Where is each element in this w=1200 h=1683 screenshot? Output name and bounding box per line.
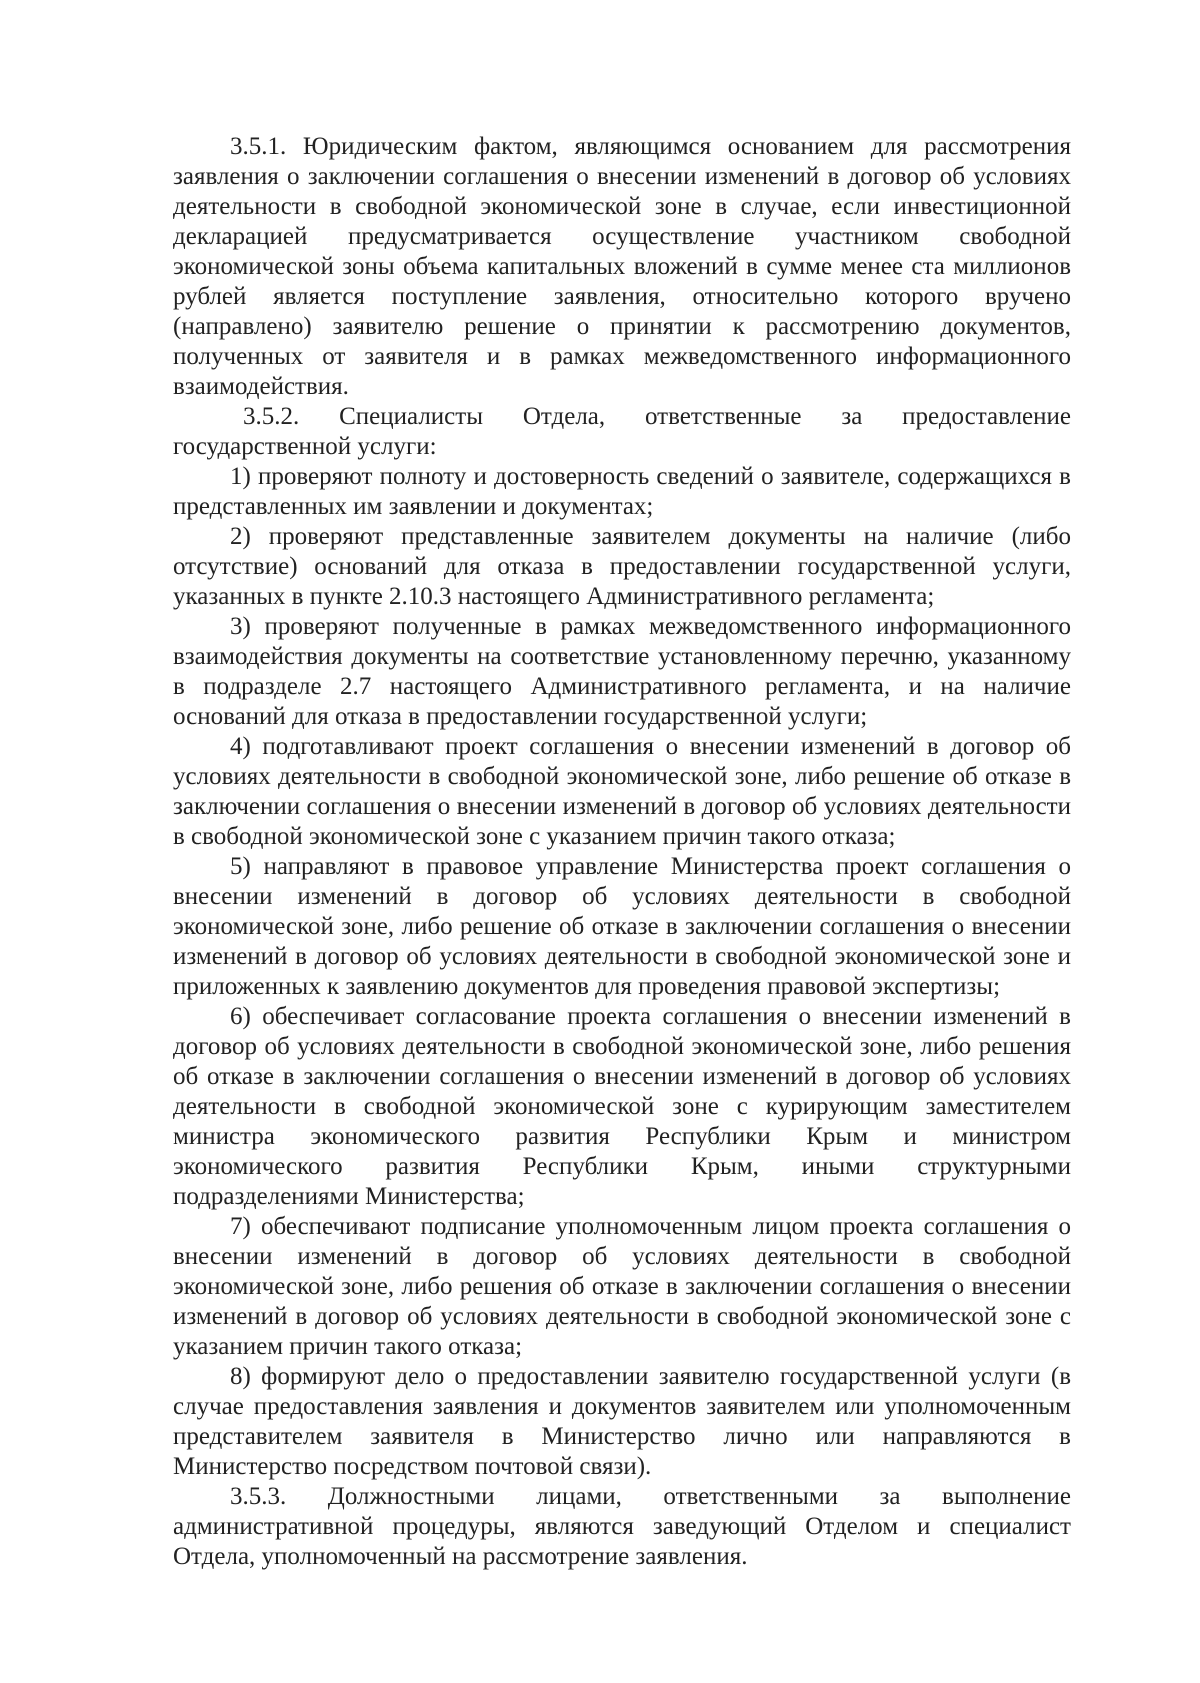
list-item-3: 3) проверяют полученные в рамках межведомственного информационного взаимодействия документы на соответствие установленному перечню, указанному в подразделе 2.7 настоящего Административного регламента, и на наличие оснований для отказа в предоставлении государственной услуги; (173, 613, 1071, 730)
list-item-7: 7) обеспечивают подписание уполномоченным лицом проекта соглашения о внесении изменений в договор об условиях деятельности в свободной экономической зоне, либо решения об отказе в заключении соглашения о внесении изменений в договор об условиях деятельности в свободной экономической зоне с указанием причин такого отказа; (173, 1213, 1071, 1360)
document-page (173, 132, 1071, 1572)
paragraph-3-5-3: 3.5.3. Должностными лицами, ответственными за выполнение административной процедуры, являются заведующий Отделом и специалист Отдела, уполномоченный на рассмотрение заявления. (173, 1483, 1071, 1570)
list-item-1: 1) проверяют полноту и достоверность сведений о заявителе, содержащихся в представленных им заявлении и документах; (173, 463, 1071, 520)
paragraph-3-5-1: 3.5.1. Юридическим фактом, являющимся основанием для рассмотрения заявления о заключении соглашения о внесении изменений в договор об условиях деятельности в свободной экономической зоне в случае, если инвестиционной декларацией предусматривается осуществление участником свободной экономической зоны объема капитальных вложений в сумме менее ста миллионов рублей является поступление заявления, относительно которого вручено (направлено) заявителю решение о принятии к рассмотрению документов, полученных от заявителя и в рамках межведомственного информационного взаимодействия. (173, 133, 1071, 400)
list-item-6: 6) обеспечивает согласование проекта соглашения о внесении изменений в договор об условиях деятельности в свободной экономической зоне, либо решения об отказе в заключении соглашения о внесении изменений в договор об условиях деятельности в свободной экономической зоне с курирующим заместителем министра экономического развития Республики Крым и министром экономического развития Республики Крым, иными структурными подразделениями Министерства; (173, 1003, 1071, 1210)
paragraph-3-5-2: 3.5.2. Специалисты Отдела, ответственные за предоставление государственной услуги: (173, 403, 1071, 460)
list-item-8: 8) формируют дело о предоставлении заявителю государственной услуги (в случае предоставления заявления и документов заявителем или уполномоченным представителем заявителя в Министерство лично или направляются в Министерство посредством почтовой связи). (173, 1363, 1071, 1480)
list-item-4: 4) подготавливают проект соглашения о внесении изменений в договор об условиях деятельности в свободной экономической зоне, либо решение об отказе в заключении соглашения о внесении изменений в договор об условиях деятельности в свободной экономической зоне с указанием причин такого отказа; (173, 733, 1071, 850)
list-item-2: 2) проверяют представленные заявителем документы на наличие (либо отсутствие) оснований для отказа в предоставлении государственной услуги, указанных в пункте 2.10.3 настоящего Административного регламента; (173, 523, 1071, 610)
list-item-5: 5) направляют в правовое управление Министерства проект соглашения о внесении изменений в договор об условиях деятельности в свободной экономической зоне, либо решение об отказе в заключении соглашения о внесении изменений в договор об условиях деятельности в свободной экономической зоне и приложенных к заявлению документов для проведения правовой экспертизы; (173, 853, 1071, 1000)
